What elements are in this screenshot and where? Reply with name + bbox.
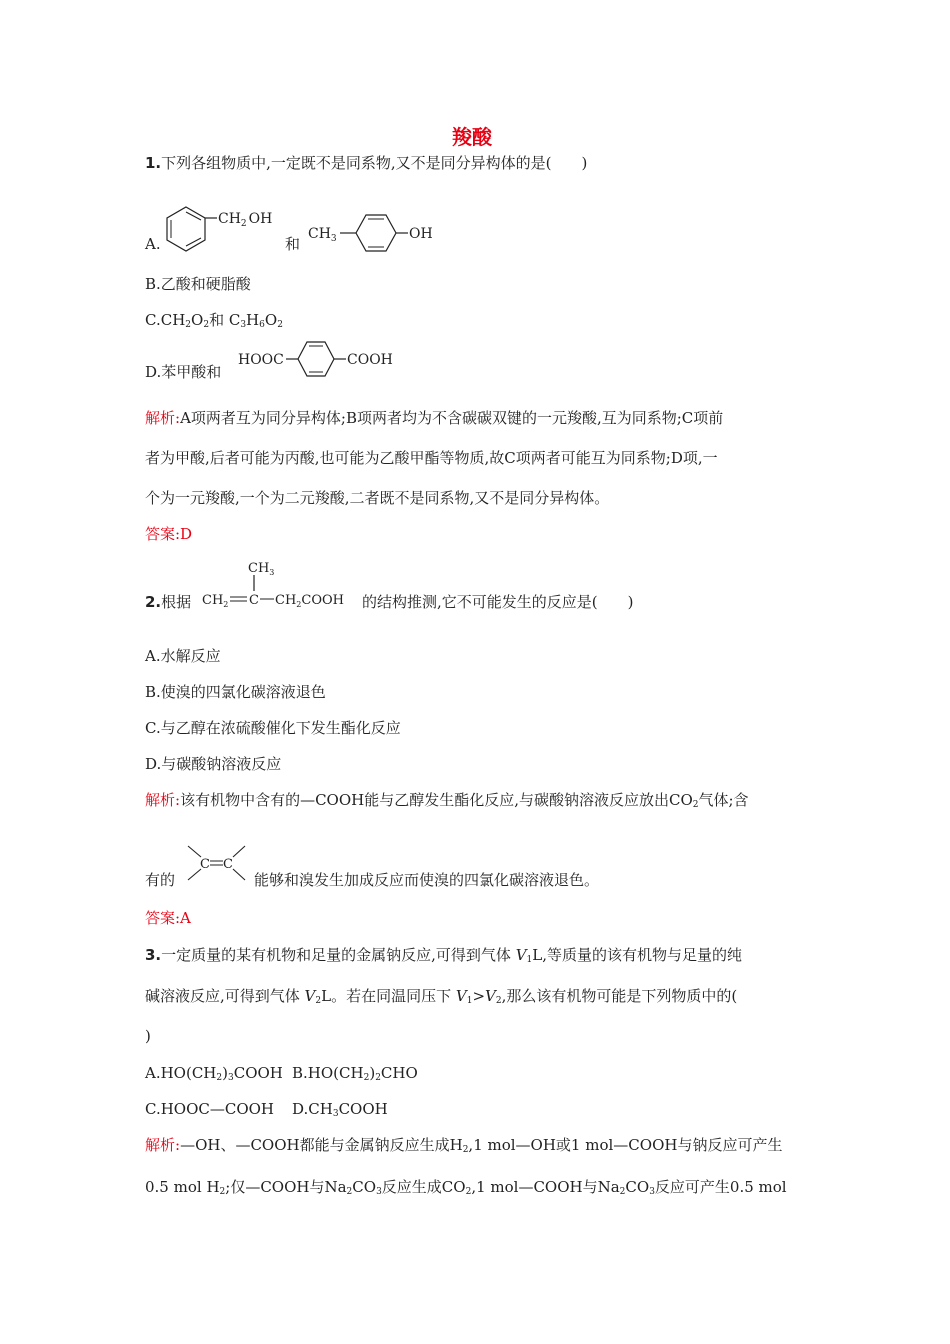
- p-cresol-structure: [306, 207, 441, 259]
- benzyl-group-text: $CH_2$ OH: [218, 211, 273, 229]
- q1-option-a-label: A.: [145, 235, 161, 253]
- methyl-branch-text: $CH_3$: [248, 561, 275, 577]
- central-carbon-text: C: [249, 593, 259, 608]
- q3-analysis-line-1: 解析:—OH、—COOH都能与金属钠反应生成$H_2,1$ mol—OH或1 mol—COOH与钠反应可产生: [145, 1136, 783, 1155]
- hydroxyl-text: OH: [409, 226, 433, 242]
- methacrylic-acetic-structure: [200, 558, 360, 612]
- analysis-label: 解析:: [145, 409, 181, 427]
- q2-option-c: C.与乙醇在浓硫酸催化下发生酯化反应: [145, 719, 401, 737]
- q3-option-b: $B.HO(CH_2)_2CHO$: [292, 1064, 418, 1083]
- question-number: 3.: [145, 946, 162, 964]
- page-title: 羧酸: [452, 125, 492, 149]
- q1-analysis-line-2: 者为甲酸,后者可能为丙酸,也可能为乙酸甲酯等物质,故C项两者可能互为同系物;D项,一: [145, 449, 718, 467]
- q1-option-b: B.乙酸和硬脂酸: [145, 275, 251, 293]
- q2-option-d: D.与碳酸钠溶液反应: [145, 755, 282, 773]
- q1-option-a-and: 和: [285, 235, 301, 253]
- carbon-atom-right: C: [223, 857, 233, 872]
- q1-option-d-label: D.苯甲酸和: [145, 363, 222, 381]
- cc-double-bond-structure: [184, 842, 250, 886]
- question-2-stem-pre: 2.根据: [145, 593, 192, 611]
- benzyl-alcohol-structure: [160, 203, 280, 255]
- q1-answer: 答案:D: [145, 525, 193, 543]
- analysis-label: 解析:: [145, 1136, 181, 1154]
- question-number: 1.: [145, 154, 162, 172]
- hooc-text: HOOC: [238, 352, 284, 368]
- ch2-left-text: $CH_2$: [202, 593, 229, 609]
- question-3-line-1: 3.一定质量的某有机物和足量的金属钠反应,可得到气体 $V_1L$,等质量的该有机物与足量的纯: [145, 946, 742, 965]
- q3-analysis-line-2: 0.5 mol $H_2$;仅—COOH与$Na_2CO_3$反应生成$CO_2,1$ mol—COOH与$Na_2CO_3$反应可产生0.5 mol: [145, 1178, 787, 1197]
- q1-analysis-line-3: 个为一元羧酸,一个为二元羧酸,二者既不是同系物,又不是同分异构体。: [145, 489, 610, 507]
- q3-option-d: $D.CH_3COOH$: [292, 1100, 388, 1119]
- q3-option-a: $A.HO(CH_2)_3COOH$: [145, 1064, 283, 1083]
- analysis-label: 解析:: [145, 791, 181, 809]
- question-2-stem-post: 的结构推测,它不可能发生的反应是( ): [362, 593, 634, 611]
- question-number: 2.: [145, 593, 162, 611]
- q2-analysis-line-1: 解析:该有机物中含有的—COOH能与乙醇发生酯化反应,与碳酸钠溶液反应放出$CO_2$气体;含: [145, 791, 749, 810]
- question-3-line-3: ): [145, 1027, 151, 1045]
- terephthalic-acid-structure: [236, 338, 416, 382]
- q1-analysis-line-1: 解析:A项两者互为同分异构体;B项两者均为不含碳碳双键的一元羧酸,互为同系物;C项前: [145, 409, 724, 427]
- q2-analysis-line-2-post: 能够和溴发生加成反应而使溴的四氯化碳溶液退色。: [254, 871, 600, 889]
- question-3-line-2: 碱溶液反应,可得到气体 $V_2L$。若在同温同压下 $V_1>V_2$,那么该有机物可能是下列物质中的(: [145, 987, 738, 1006]
- q2-analysis-line-2-pre: 有的: [145, 871, 176, 889]
- q1-option-c: $C.CH_2O_2$和 $C_3H_6O_2$: [145, 311, 283, 330]
- q2-answer: 答案:A: [145, 909, 191, 927]
- cooh-text: COOH: [347, 352, 393, 368]
- question-text: 下列各组物质中,一定既不是同系物,又不是同分异构体的是( ): [161, 154, 588, 172]
- methyl-text: $CH_3$: [308, 226, 337, 244]
- question-1-stem: [145, 153, 587, 173]
- q3-option-c: C.HOOC—COOH: [145, 1100, 275, 1118]
- carbon-atom-left: C: [200, 857, 210, 872]
- ch2cooh-text: $CH_2COOH$: [275, 593, 344, 609]
- q2-option-b: B.使溴的四氯化碳溶液退色: [145, 683, 326, 701]
- q2-option-a: A.水解反应: [145, 647, 221, 665]
